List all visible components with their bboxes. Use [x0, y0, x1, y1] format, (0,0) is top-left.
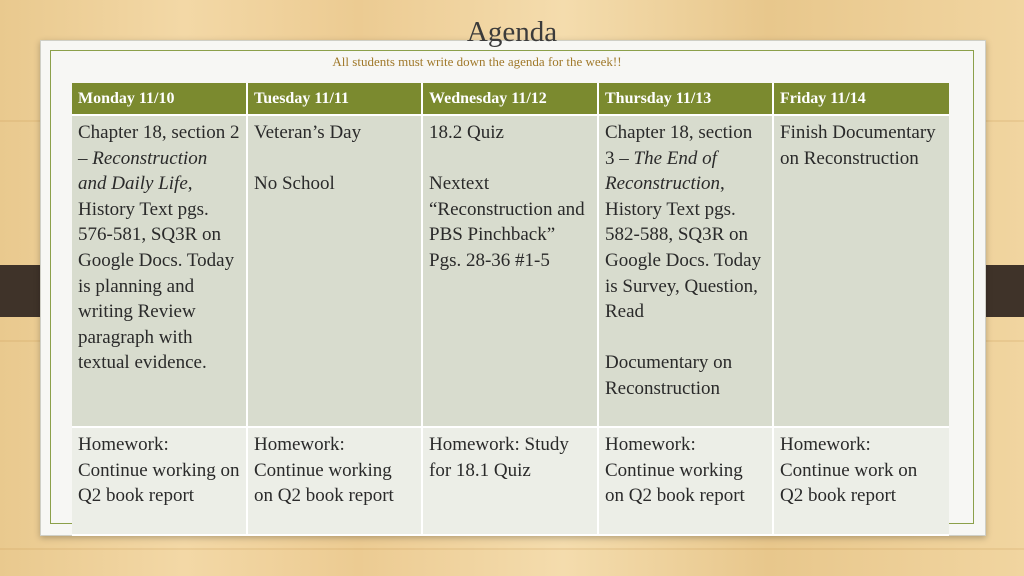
homework-friday: Homework: Continue work on Q2 book report: [773, 427, 949, 535]
thursday-text-end: , History Text pgs. 582-588, SQ3R on Google Docs. Today is Survey, Question, Read Documentary on Reconstruction: [605, 173, 762, 399]
header-friday: Friday 11/14: [773, 83, 949, 115]
homework-monday: Homework: Continue working on Q2 book report: [72, 427, 247, 535]
homework-tuesday: Homework: Continue working on Q2 book report: [247, 427, 422, 535]
tuesday-text: Veteran’s Day No School: [254, 122, 362, 195]
slide-title: Agenda: [466, 16, 558, 48]
monday-text-italic: Reconstruction and Daily Life: [78, 147, 208, 195]
thursday-text-italic: The End of Reconstruction: [605, 147, 721, 195]
cell-thursday: [598, 115, 773, 427]
agenda-table: [72, 83, 949, 536]
homework-wednesday: Homework: Study for 18.1 Quiz: [422, 427, 598, 535]
header-wednesday: Wednesday 11/12: [422, 83, 598, 115]
homework-row: [72, 427, 949, 535]
left-tab-decoration: [0, 265, 40, 317]
cell-wednesday: [422, 115, 598, 427]
header-row: [72, 83, 949, 115]
right-tab-decoration: [984, 265, 1024, 317]
monday-text-end: , History Text pgs. 576-581, SQ3R on Google Docs. Today is planning and writing Review paragraph with textual evidence.: [78, 173, 235, 374]
lesson-row: [72, 115, 949, 427]
cell-friday: [773, 115, 949, 427]
wednesday-text: 18.2 Quiz Nextext “Reconstruction and PBS Pinchback” Pgs. 28-36 #1-5: [429, 122, 585, 271]
slide-subtitle: All students must write down the agenda for the week!!: [332, 54, 622, 69]
monday-text-start: Chapter 18, section 2 –: [78, 122, 240, 169]
friday-text: Finish Documentary on Reconstruction: [780, 122, 936, 169]
header-thursday: Thursday 11/13: [598, 83, 773, 115]
homework-thursday: Homework: Continue working on Q2 book report: [598, 427, 773, 535]
cell-tuesday: [247, 115, 422, 427]
header-tuesday: Tuesday 11/11: [247, 83, 422, 115]
cell-monday: [72, 115, 247, 427]
header-monday: Monday 11/10: [72, 83, 247, 115]
thursday-text-start: Chapter 18, section 3 –: [605, 122, 753, 169]
